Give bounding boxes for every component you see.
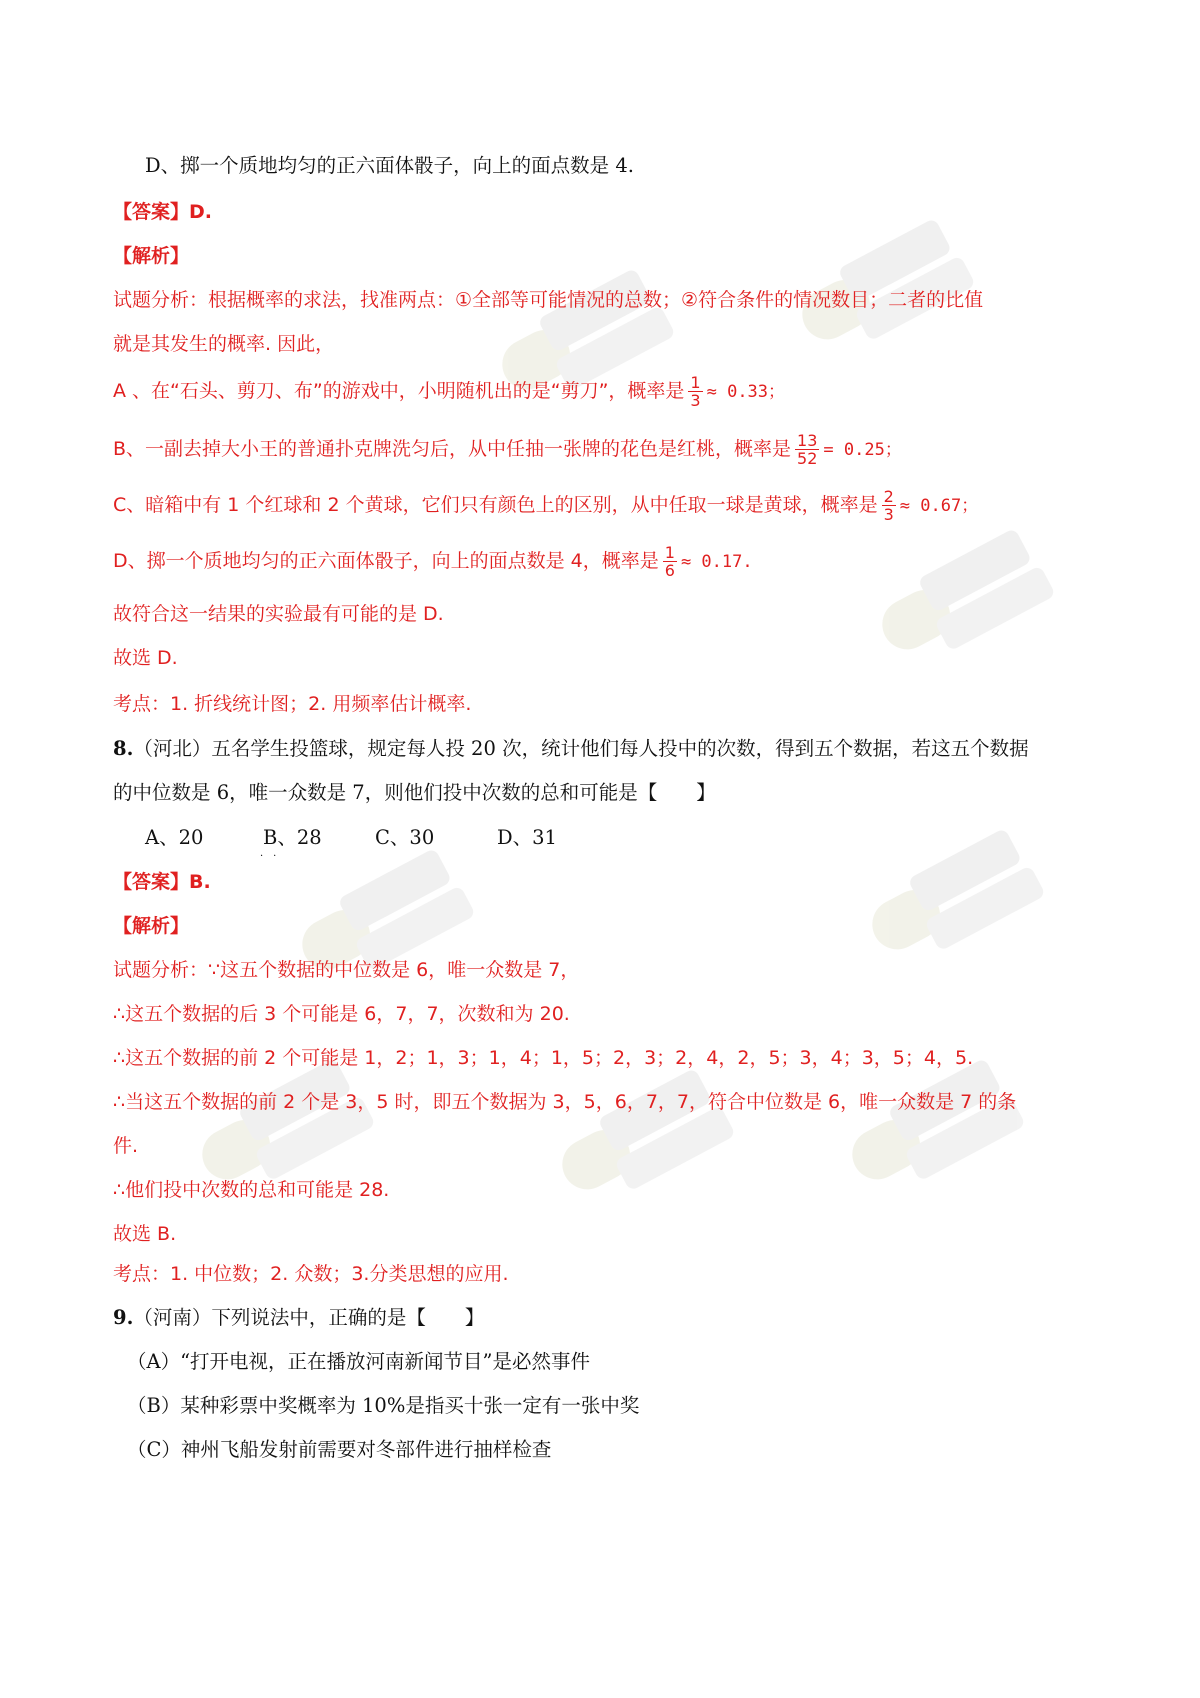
item-text: A 、在“石头、剪刀、布”的游戏中，小明随机出的是“剪刀”，概率是 — [113, 380, 685, 402]
fraction: $\frac{1}{3}$ — [690, 373, 701, 410]
question-8-options — [145, 824, 1110, 852]
option-d: D、31 — [497, 826, 557, 849]
approx-value: ≈ 0.17. — [680, 552, 753, 572]
choose-line: 故选 B. — [113, 1223, 177, 1245]
item-text: B、一副去掉大小王的普通扑克牌洗匀后，从中任抽一张牌的花色是红桃，概率是 — [113, 438, 792, 460]
analysis-heading: 【解析】 — [113, 915, 190, 937]
question-8-line — [113, 735, 1110, 763]
analysis-text: ∴这五个数据的前 2 个可能是 1，2；1，3；1，4；1，5；2，3；2，4，2，5；3，4；3，5；4，5. — [113, 1047, 974, 1069]
option-b-line: （B）某种彩票中奖概率为 10%是指买十张一定有一张中奖 — [127, 1394, 640, 1417]
analysis-text: 试题分析：∵这五个数据的中位数是 6，唯一众数是 7， — [113, 959, 580, 981]
key-points-line: 考点：1. 中位数；2. 众数；3.分类思想的应用. — [113, 1263, 509, 1285]
answer-line: 【答案】D. — [113, 201, 212, 223]
analysis-text: ∴当这五个数据的前 2 个是 3，5 时，即五个数据为 3，5，6，7，7，符合中位数是 6，唯一众数是 7 的条 — [113, 1091, 1017, 1113]
key-points-line: 考点：1. 折线统计图；2. 用频率估计概率. — [113, 693, 472, 715]
analysis-text: 就是其发生的概率. 因此， — [113, 333, 335, 355]
analysis-text: ∴这五个数据的后 3 个可能是 6，7，7，次数和为 20. — [113, 1003, 570, 1025]
option-c-line: （C）神州飞船发射前需要对冬部件进行抽样检查 — [127, 1438, 552, 1461]
option-d-line: D、掷一个质地均匀的正六面体骰子，向上的面点数是 4. — [145, 154, 634, 177]
question-text: （河南）下列说法中，正确的是【 】 — [133, 1306, 485, 1329]
analysis-item-b — [113, 432, 1110, 467]
approx-value: ≈ 0.67； — [899, 496, 979, 516]
option-c: C、30 — [375, 826, 435, 849]
analysis-text: 件. — [113, 1135, 139, 1157]
analysis-text: ∴他们投中次数的总和可能是 28. — [113, 1179, 390, 1201]
approx-value: = 0.25； — [823, 440, 902, 460]
question-8-line: 的中位数是 6，唯一众数是 7，则他们投中次数的总和可能是【 】 — [113, 781, 716, 804]
approx-value: ≈ 0.33； — [706, 382, 786, 402]
fraction: $\frac{13}{52}$ — [797, 431, 818, 468]
emphasis-dots: ·· — [260, 851, 287, 862]
option-a: A、20 — [145, 826, 204, 849]
option-a-line: （A）“打开电视，正在播放河南新闻节目”是必然事件 — [127, 1350, 591, 1373]
question-number: 8. — [113, 737, 134, 760]
analysis-item-a — [113, 374, 1110, 409]
item-text: C、暗箱中有 1 个红球和 2 个黄球，它们只有颜色上的区别，从中任取一球是黄球，概率是 — [113, 494, 878, 516]
question-number: 9. — [113, 1306, 134, 1329]
analysis-text: 试题分析：根据概率的求法，找准两点：①全部等可能情况的总数；②符合条件的情况数目；二者的比值 — [113, 289, 984, 311]
question-9-line — [113, 1304, 1110, 1332]
choose-line: 故选 D. — [113, 647, 178, 669]
option-b: B、28 — [263, 826, 322, 849]
analysis-item-c — [113, 488, 1110, 523]
analysis-heading: 【解析】 — [113, 245, 190, 267]
fraction: $\frac{2}{3}$ — [883, 487, 894, 524]
conclusion-line: 故符合这一结果的实验最有可能的是 D. — [113, 603, 444, 625]
fraction: $\frac{1}{6}$ — [664, 543, 675, 580]
item-text: D、掷一个质地均匀的正六面体骰子，向上的面点数是 4，概率是 — [113, 550, 659, 572]
analysis-item-d — [113, 544, 1110, 579]
answer-line: 【答案】B. — [113, 871, 211, 893]
question-text: （河北）五名学生投篮球，规定每人投 20 次，统计他们每人投中的次数，得到五个数据，若这五个数据 — [133, 737, 1029, 760]
